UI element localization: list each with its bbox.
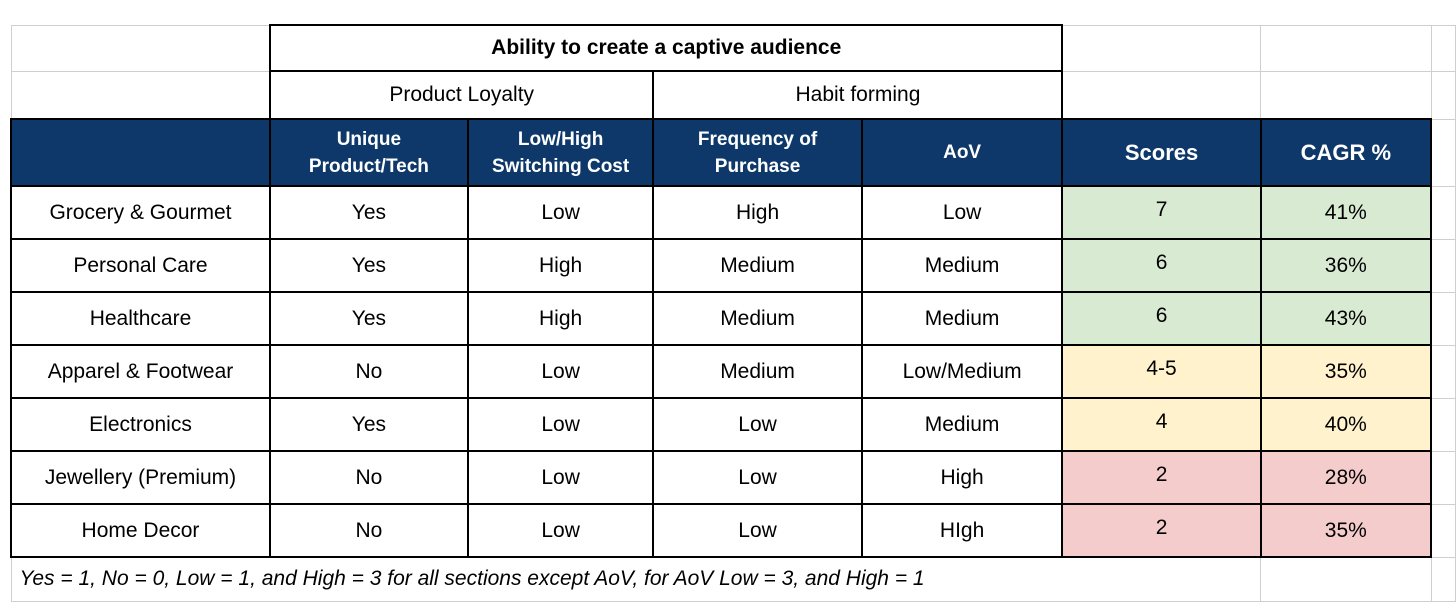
table-row <box>11 398 1456 451</box>
cell-aov: Low/Medium <box>862 345 1063 398</box>
cell-category: Electronics <box>11 398 270 451</box>
table-row <box>11 239 1456 292</box>
empty-cell <box>1062 25 1260 71</box>
table-row <box>11 186 1456 239</box>
cell-cagr: 35% <box>1261 345 1431 398</box>
cell-cagr: 43% <box>1261 292 1431 345</box>
cell-score: 2 <box>1062 451 1260 504</box>
empty-cell <box>1431 557 1455 601</box>
cell-unique: No <box>270 345 468 398</box>
cell-unique: No <box>270 451 468 504</box>
cell-switching: Low <box>468 451 654 504</box>
cell-frequency: Low <box>653 504 861 557</box>
header-cagr: CAGR % <box>1261 119 1431 186</box>
cell-score: 2 <box>1062 504 1260 557</box>
header-scores: Scores <box>1062 119 1260 186</box>
empty-cell <box>1431 451 1455 504</box>
cell-category: Personal Care <box>11 239 270 292</box>
header-aov: AoV <box>862 119 1063 186</box>
empty-cell <box>1431 398 1455 451</box>
cell-unique: Yes <box>270 186 468 239</box>
header-category <box>11 119 270 186</box>
empty-cell <box>1261 557 1431 601</box>
cell-frequency: Medium <box>653 292 861 345</box>
empty-cell <box>1431 71 1455 119</box>
empty-cell <box>1261 25 1431 71</box>
cell-category: Healthcare <box>11 292 270 345</box>
empty-cell <box>1431 345 1455 398</box>
cell-switching: High <box>468 239 654 292</box>
header-frequency: Frequency of Purchase <box>653 119 861 186</box>
cell-category: Jewellery (Premium) <box>11 451 270 504</box>
cell-switching: Low <box>468 504 654 557</box>
cell-unique: Yes <box>270 398 468 451</box>
cell-aov: Medium <box>862 292 1063 345</box>
cell-frequency: Low <box>653 451 861 504</box>
cell-aov: High <box>862 451 1063 504</box>
empty-cell <box>1431 504 1455 557</box>
cell-aov: HIgh <box>862 504 1063 557</box>
score-table <box>10 24 1456 602</box>
cell-category: Home Decor <box>11 504 270 557</box>
table-row <box>11 504 1456 557</box>
cell-frequency: Medium <box>653 239 861 292</box>
cell-category: Apparel & Footwear <box>11 345 270 398</box>
cell-cagr: 41% <box>1261 186 1431 239</box>
empty-cell <box>1431 186 1455 239</box>
cell-score: 6 <box>1062 239 1260 292</box>
cell-cagr: 40% <box>1261 398 1431 451</box>
cell-aov: Medium <box>862 239 1063 292</box>
table-row <box>11 345 1456 398</box>
cell-aov: Medium <box>862 398 1063 451</box>
cell-score: 4 <box>1062 398 1260 451</box>
cell-frequency: Medium <box>653 345 861 398</box>
empty-cell <box>1431 292 1455 345</box>
empty-cell <box>1261 71 1431 119</box>
footnote: Yes = 1, No = 0, Low = 1, and High = 3 for all sections except AoV, for AoV Low = 3, and High = 1 <box>11 557 1261 601</box>
empty-cell <box>1062 71 1260 119</box>
cell-cagr: 35% <box>1261 504 1431 557</box>
cell-aov: Low <box>862 186 1063 239</box>
cell-frequency: Low <box>653 398 861 451</box>
cell-switching: Low <box>468 345 654 398</box>
cell-score: 4-5 <box>1062 345 1260 398</box>
group-header-product-loyalty: Product Loyalty <box>270 71 653 119</box>
cell-category: Grocery & Gourmet <box>11 186 270 239</box>
cell-switching: Low <box>468 398 654 451</box>
empty-cell <box>1431 25 1455 71</box>
header-unique-product: Unique Product/Tech <box>270 119 468 186</box>
cell-frequency: High <box>653 186 861 239</box>
header-switching-cost: Low/High Switching Cost <box>468 119 654 186</box>
cell-score: 6 <box>1062 292 1260 345</box>
table-row <box>11 292 1456 345</box>
empty-cell <box>11 25 270 71</box>
empty-cell <box>1431 119 1455 186</box>
cell-unique: No <box>270 504 468 557</box>
cell-score: 7 <box>1062 186 1260 239</box>
group-header-habit-forming: Habit forming <box>653 71 1062 119</box>
cell-cagr: 36% <box>1261 239 1431 292</box>
cell-unique: Yes <box>270 292 468 345</box>
cell-switching: Low <box>468 186 654 239</box>
empty-cell <box>11 71 270 119</box>
cell-switching: High <box>468 292 654 345</box>
table-row <box>11 451 1456 504</box>
cell-unique: Yes <box>270 239 468 292</box>
cell-cagr: 28% <box>1261 451 1431 504</box>
super-header: Ability to create a captive audience <box>270 25 1063 71</box>
empty-cell <box>1431 239 1455 292</box>
